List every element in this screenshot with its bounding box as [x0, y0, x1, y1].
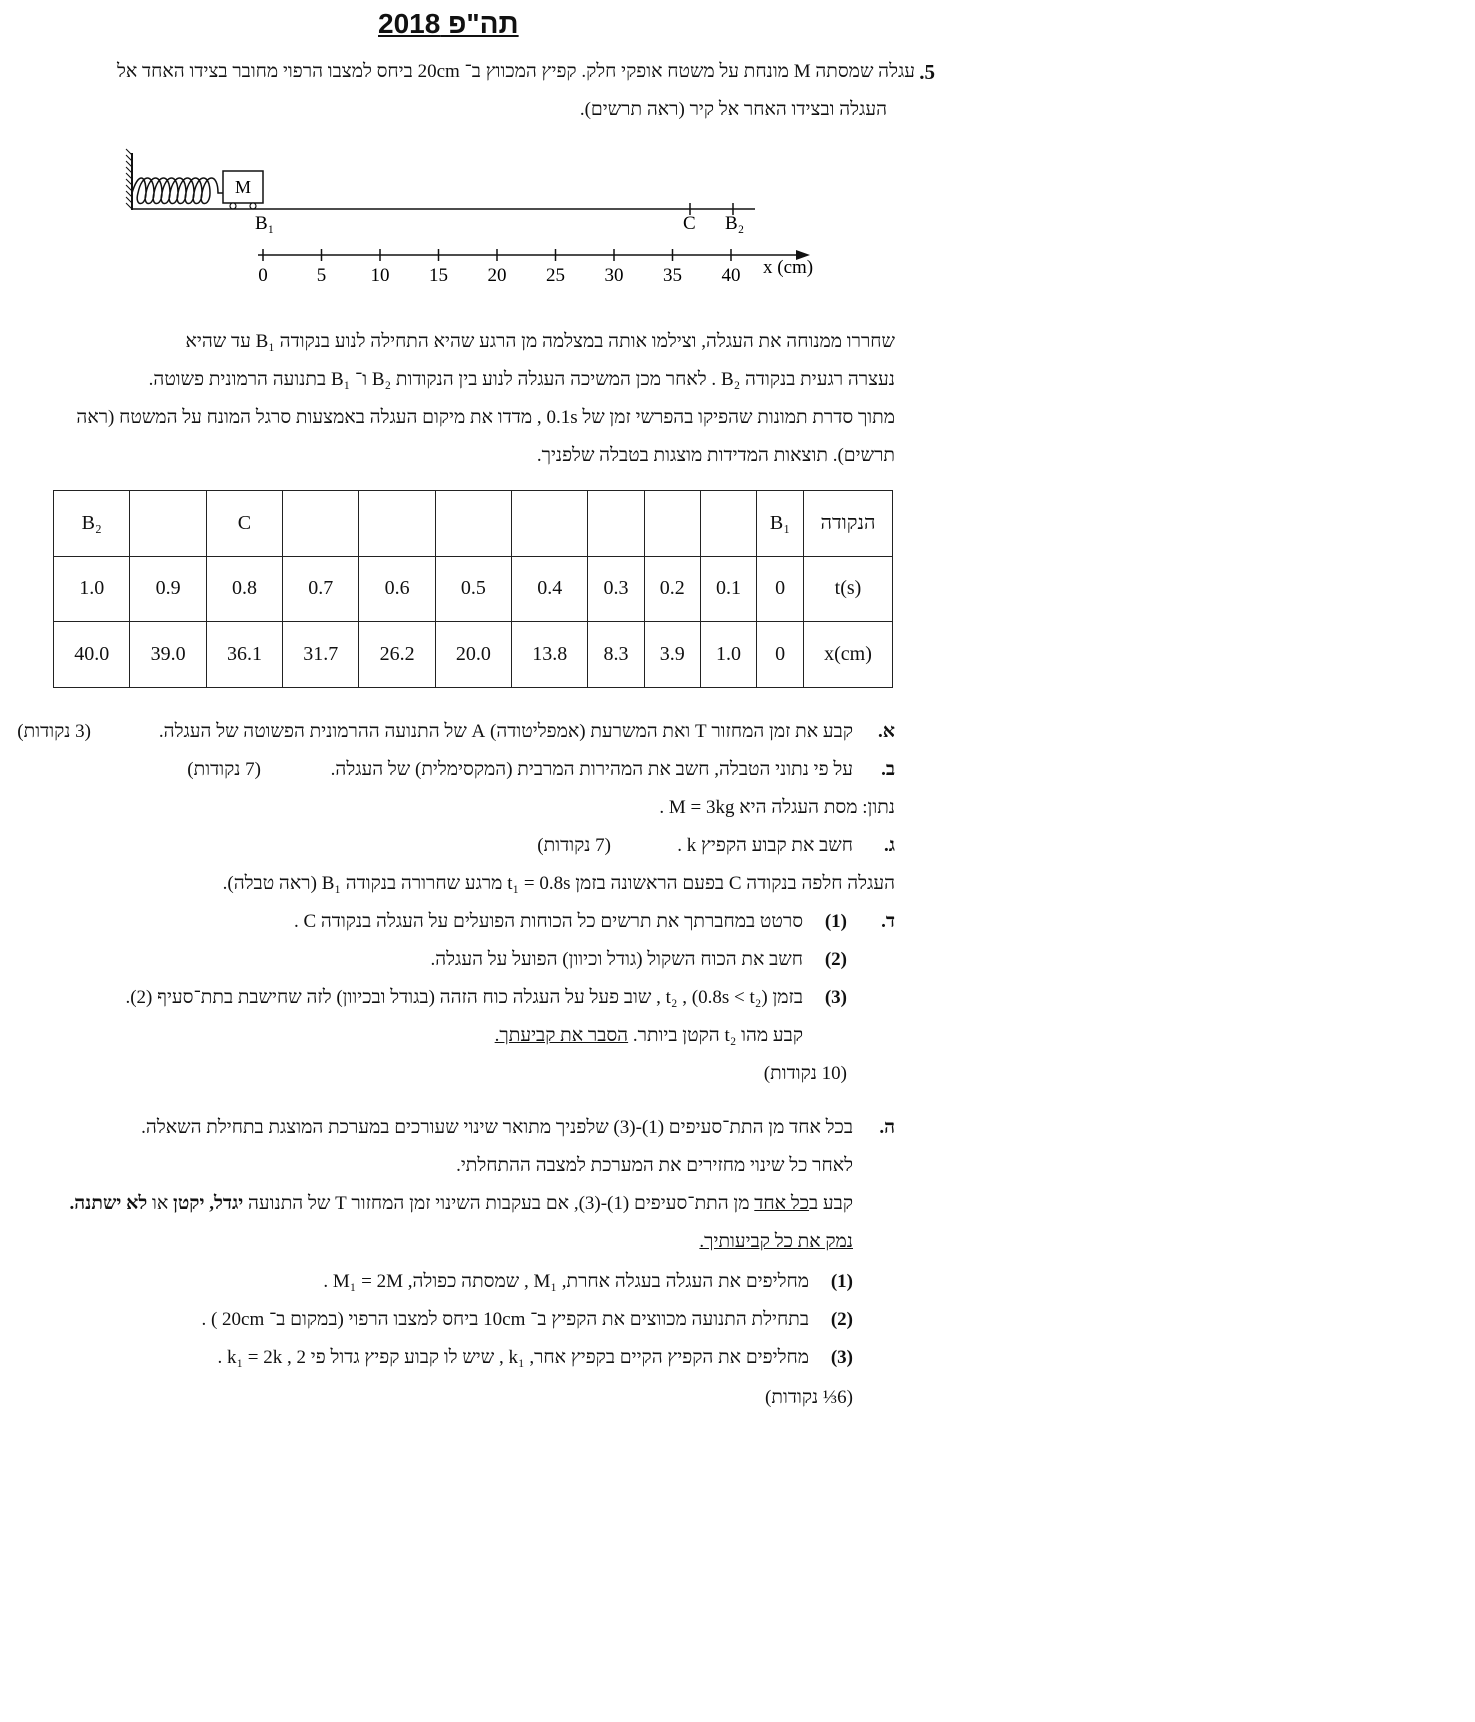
table-cell: [512, 491, 588, 557]
para-line-4: תרשים). תוצאות המדידות מוצגות בטבלה שלפניך.: [536, 445, 895, 466]
table-cell: 0.1: [700, 556, 756, 622]
table-cell: 0.2: [644, 556, 700, 622]
part-e1-number: (1): [830, 1271, 853, 1292]
part-d-label: ד.: [881, 911, 895, 932]
part-e-line-1: בכל אחד מן התת־סעיפים (1)-(3) שלפניך מתואר שינוי שעורכים במערכת המוצגת בתחילת השאלה.: [141, 1117, 853, 1138]
table-cell: 13.8: [512, 622, 588, 688]
part-d3-explain: הסבר את קביעתך.: [494, 1025, 629, 1046]
table-cell: 0.4: [512, 556, 588, 622]
mass-label: M: [235, 177, 252, 197]
part-e-l3-bold-2: לא ישתנה.: [69, 1193, 148, 1214]
table-cell: 1.0: [700, 622, 756, 688]
point-c: C: [683, 213, 696, 234]
table-cell: 39.0: [130, 622, 206, 688]
part-e-line-2: לאחר כל שינוי מחזירים את המערכת למצבה ההתחלתי.: [456, 1155, 853, 1176]
table-cell: 0.5: [435, 556, 511, 622]
part-d2-text: חשב את הכוח השקול (גודל וכיוון) הפועל על העגלה.: [430, 949, 803, 970]
row-label-point: הנקודה: [804, 491, 893, 557]
part-e3-text: מחליפים את הקפיץ הקיים בקפיץ אחר, k₁ , שיש לו קבוע קפיץ גדול פי 2 , k₁ = 2k .: [217, 1347, 809, 1368]
intro-line-2: העגלה ובצידו האחר אל קיר (ראה תרשים).: [579, 99, 887, 120]
part-d1-text: סרטט במחברתך את תרשים כל הכוחות הפועלים על העגלה בנקודה C .: [293, 911, 803, 932]
axis-tick-label: 15: [429, 265, 448, 286]
axis-tick-label: 35: [663, 265, 682, 286]
table-cell: [588, 491, 644, 557]
table-cell: 40.0: [54, 622, 130, 688]
part-d3-text: בזמן t₂ , (0.8s < t₂) , שוב פעל על העגלה כוח הזהה (בגודל ובכיוון) לזה שחישבת בתת־סעיף (2).: [125, 987, 803, 1008]
pass-text: העגלה חלפה בנקודה C בפעם הראשונה בזמן t₁ = 0.8s מרגע שחרורה בנקודה B₁ (ראה טבלה).: [222, 873, 895, 894]
table-cell: 0.7: [283, 556, 359, 622]
spring-cart-diagram: [120, 145, 820, 295]
table-cell: 26.2: [359, 622, 435, 688]
part-b-points: (7 נקודות): [187, 759, 261, 780]
table-cell: B₂: [54, 491, 130, 557]
part-d3-text-2: [495, 1024, 803, 1048]
table-row-position: [54, 622, 893, 688]
table-cell: [435, 491, 511, 557]
part-b-text: על פי נתוני הטבלה, חשב את המהירות המרבית (המקסימלית) של העגלה.: [330, 759, 853, 780]
part-e-l3-underline: כל אחד: [754, 1193, 810, 1214]
part-c-points: (7 נקודות): [537, 835, 611, 856]
axis-label: x (cm): [763, 257, 814, 278]
point-b2: B₂: [725, 213, 745, 234]
part-e-line-4: נמק את כל קביעותיך.: [699, 1231, 853, 1252]
part-e-points: (6⅓ נקודות): [765, 1387, 853, 1408]
wall: [126, 149, 132, 210]
table-cell: 0.3: [588, 556, 644, 622]
table-cell: [700, 491, 756, 557]
part-a-points: (3 נקודות): [17, 721, 91, 742]
table-cell: 0: [757, 556, 804, 622]
table-row-points: [54, 491, 893, 557]
given-mass: נתון: מסת העגלה היא M = 3kg .: [659, 797, 895, 818]
table-cell: 31.7: [283, 622, 359, 688]
table-cell: 36.1: [206, 622, 282, 688]
para-line-1: שחררו ממנוחה את העגלה, וצילמו אותה במצלמה מן הרגע שהיא התחילה לנוע בנקודה B₁ עד שהיא: [185, 331, 895, 352]
part-e-l3-c: או: [147, 1193, 173, 1214]
axis-tick-label: 40: [721, 265, 741, 286]
part-b-label: ב.: [881, 759, 895, 780]
part-d1-number: (1): [824, 911, 847, 932]
part-e-l3-b: מן התת־סעיפים (1)-(3), אם בעקבות השינוי זמן המחזור T של התנועה: [243, 1193, 755, 1214]
part-e3-number: (3): [830, 1347, 853, 1368]
table-cell: 0: [757, 622, 804, 688]
part-d3-question: קבע מהו t₂ הקטן ביותר.: [628, 1025, 803, 1046]
part-e-l3-a: קבע ב: [809, 1193, 853, 1214]
table-cell: 20.0: [435, 622, 511, 688]
axis-tick-label: 20: [487, 265, 507, 286]
part-a-label: א.: [878, 721, 895, 742]
row-label-time: t(s): [804, 556, 893, 622]
measurements-table: [53, 490, 893, 688]
part-e-label: ה.: [879, 1117, 895, 1138]
table-cell: 1.0: [54, 556, 130, 622]
table-cell: B₁: [757, 491, 804, 557]
axis-tick-label: 25: [546, 265, 565, 286]
table-cell: 8.3: [588, 622, 644, 688]
part-d2-number: (2): [824, 949, 847, 970]
table-cell: 0.6: [359, 556, 435, 622]
para-line-3: מתוך סדרת תמונות שהפיקו בהפרשי זמן של 0.1s , מדדו את מיקום העגלה באמצעות סרגל המונח על המשטח (ראה: [76, 407, 895, 428]
part-d-points: (10 נקודות): [763, 1063, 847, 1084]
table-cell: 0.9: [130, 556, 206, 622]
table-cell: 0.8: [206, 556, 282, 622]
table-cell: [130, 491, 206, 557]
table-cell: 3.9: [644, 622, 700, 688]
part-e-l3-bold-1: יגדל, יקטן: [172, 1193, 244, 1214]
axis-tick-label: 10: [370, 265, 390, 286]
page-title: תה"פ 2018: [378, 8, 519, 39]
table-row-time: [54, 556, 893, 622]
part-c-label: ג.: [883, 835, 895, 856]
para-line-2: נעצרה רגעית בנקודה B₂ . לאחר מכן המשיכה העגלה לנוע בין הנקודות B₂ ו־ B₁ בתנועה הרמונית פשוטה.: [148, 369, 895, 390]
axis-tick-label: 0: [258, 265, 268, 286]
intro-line-1: עגלה שמסתה M מונחת על משטח אופקי חלק. קפיץ המכווץ ב־ 20cm ביחס למצבו הרפוי מחובר בצידו האחד אל: [116, 61, 915, 82]
row-label-position: x(cm): [804, 622, 893, 688]
spring: [132, 178, 224, 204]
part-d3-number: (3): [824, 987, 847, 1008]
axis-tick-label: 30: [604, 265, 624, 286]
part-e2-number: (2): [830, 1309, 853, 1330]
part-e1-text: מחליפים את העגלה בעגלה אחרת, M₁ , שמסתה כפולה, M₁ = 2M .: [323, 1271, 809, 1292]
part-c-text: חשב את קבוע הקפיץ k .: [677, 835, 853, 856]
question-number: .5: [919, 60, 935, 84]
table-cell: C: [206, 491, 282, 557]
table-cell: [359, 491, 435, 557]
table-cell: [283, 491, 359, 557]
part-a-text: קבע את זמן המחזור T ואת המשרעת (אמפליטודה) A של התנועה ההרמונית הפשוטה של העגלה.: [158, 721, 853, 742]
part-e-line-3: [70, 1192, 854, 1216]
axis-tick-label: 5: [316, 265, 327, 286]
table-cell: [644, 491, 700, 557]
point-b1: B₁: [255, 213, 275, 234]
part-e2-text: בתחילת התנועה מכווצים את הקפיץ ב־ 10cm ביחס למצבו הרפוי (במקום ב־ 20cm ) .: [201, 1309, 809, 1330]
